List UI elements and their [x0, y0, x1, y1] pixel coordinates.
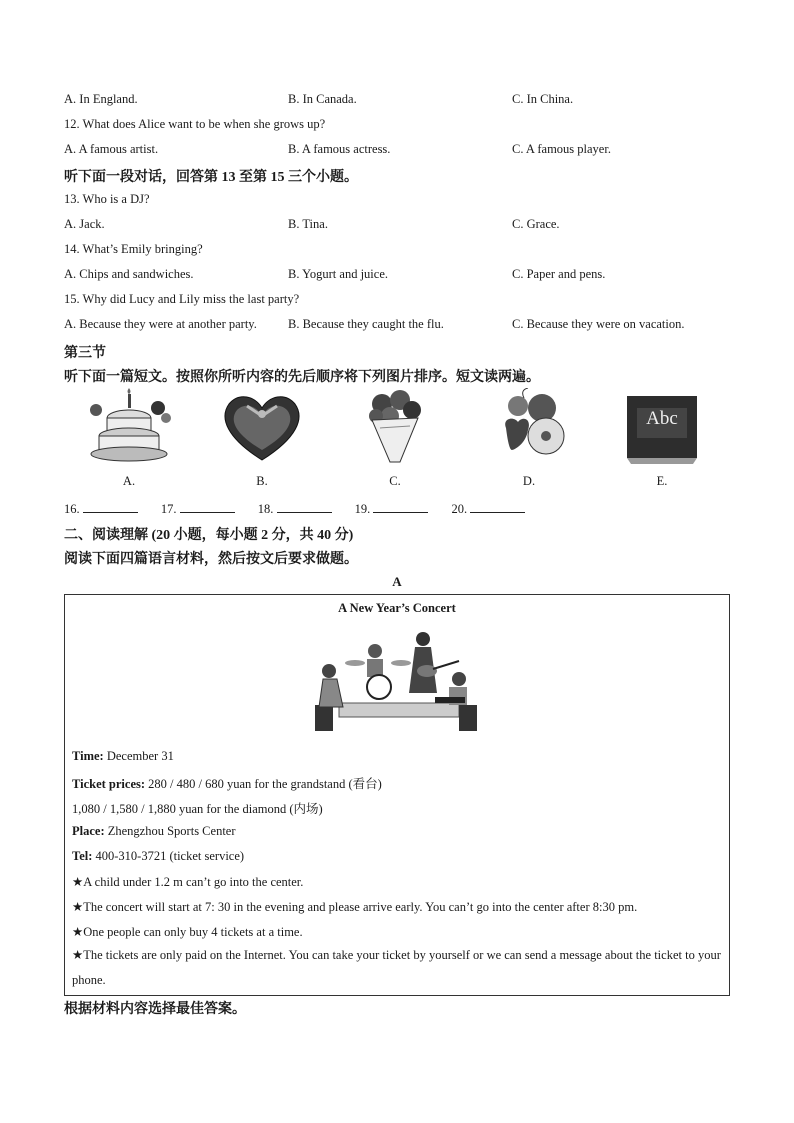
option-b: B. Because they caught the flu.	[288, 317, 444, 331]
picture-label-a: A.	[122, 474, 136, 488]
tel-value: 400-310-3721 (ticket service)	[92, 849, 245, 863]
option-a: A. In England.	[64, 92, 138, 106]
blank-label: 19.	[354, 502, 371, 516]
ticket-label: Ticket prices:	[72, 777, 146, 791]
blank-label: 18.	[257, 502, 274, 516]
ticket-row	[72, 774, 382, 792]
place-label: Place:	[72, 824, 105, 838]
answer-blank[interactable]	[373, 500, 428, 513]
fruit-icon	[484, 388, 574, 468]
tel-row	[72, 849, 244, 864]
final-instruction: 根据材料内容选择最佳答案。	[64, 1002, 246, 1017]
book-icon	[617, 388, 707, 468]
q15-options	[64, 317, 744, 335]
flower-bouquet-icon	[350, 388, 440, 468]
q13-options	[64, 217, 744, 235]
band-illustration-icon	[309, 627, 485, 733]
birthday-cake-icon	[84, 388, 174, 468]
q11-options	[64, 92, 744, 110]
option-a: A. Jack.	[64, 217, 105, 231]
option-c: C. Because they were on vacation.	[512, 317, 685, 331]
option-a: A. Because they were at another party.	[64, 317, 257, 331]
time-row	[72, 749, 174, 764]
picture-label-e: E.	[656, 474, 668, 488]
picture-label-d: D.	[522, 474, 536, 488]
time-value: December 31	[103, 749, 174, 763]
heart-chocolate-box-icon	[217, 388, 307, 468]
section-3-heading: 第三节	[64, 346, 106, 361]
option-a: A. Chips and sandwiches.	[64, 267, 194, 281]
question-12: 12. What does Alice want to be when she grows up?	[64, 117, 326, 131]
ticket-value: 280 / 480 / 680 yuan for the grandstand (看台)	[145, 777, 382, 791]
option-b: B. In Canada.	[288, 92, 357, 106]
answer-blanks	[64, 500, 545, 517]
option-c: C. A famous player.	[512, 142, 611, 156]
option-b: B. Tina.	[288, 217, 328, 231]
picture-row	[64, 388, 744, 498]
answer-blank[interactable]	[83, 500, 138, 513]
part-2-title: 二、阅读理解 (20 小题，每小题 2 分，共 40 分)	[64, 528, 354, 543]
option-a: A. A famous artist.	[64, 142, 159, 156]
tel-label: Tel:	[72, 849, 93, 863]
part-2-instruction: 阅读下面四篇语言材料，然后按文后要求做题。	[64, 552, 358, 567]
option-b: B. Yogurt and juice.	[288, 267, 388, 281]
note-2: ★The concert will start at 7: 30 in the evening and please arrive early. You can’t go into the center after 8:30 pm.	[72, 900, 638, 914]
answer-blank[interactable]	[470, 500, 525, 513]
q14-options	[64, 267, 744, 285]
q12-options	[64, 142, 744, 160]
book-cover-text: Abc	[646, 408, 678, 429]
place-row	[72, 824, 236, 839]
answer-blank[interactable]	[180, 500, 235, 513]
blank-label: 20.	[451, 502, 468, 516]
option-c: C. Paper and pens.	[512, 267, 606, 281]
ticket-row-2: 1,080 / 1,580 / 1,880 yuan for the diamond (内场)	[72, 802, 323, 816]
option-c: C. Grace.	[512, 217, 560, 231]
note-4: ★The tickets are only paid on the Internet. You can take your ticket by yourself or we can send a message about the ticket to your phone.	[72, 948, 721, 987]
section-3-instruction: 听下面一篇短文。按照你所听内容的先后顺序将下列图片排序。短文读两遍。	[64, 370, 540, 385]
blank-label: 16.	[64, 502, 80, 516]
passage-letter: A	[392, 574, 402, 589]
note-3: ★One people can only buy 4 tickets at a time.	[72, 925, 303, 939]
concert-notice-box	[64, 594, 730, 996]
note-1: ★A child under 1.2 m can’t go into the center.	[72, 875, 304, 889]
question-15: 15. Why did Lucy and Lily miss the last party?	[64, 292, 300, 306]
time-label: Time:	[72, 749, 104, 763]
option-c: C. In China.	[512, 92, 574, 106]
picture-label-b: B.	[256, 474, 268, 488]
blank-label: 17.	[160, 502, 177, 516]
instruction-13-15: 听下面一段对话，回答第 13 至第 15 三个小题。	[64, 170, 358, 185]
answer-blank[interactable]	[277, 500, 332, 513]
question-13: 13. Who is a DJ?	[64, 192, 150, 206]
question-14: 14. What’s Emily bringing?	[64, 242, 203, 256]
picture-label-c: C.	[389, 474, 401, 488]
option-b: B. A famous actress.	[288, 142, 391, 156]
concert-title: A New Year’s Concert	[338, 601, 456, 615]
place-value: Zhengzhou Sports Center	[104, 824, 236, 838]
